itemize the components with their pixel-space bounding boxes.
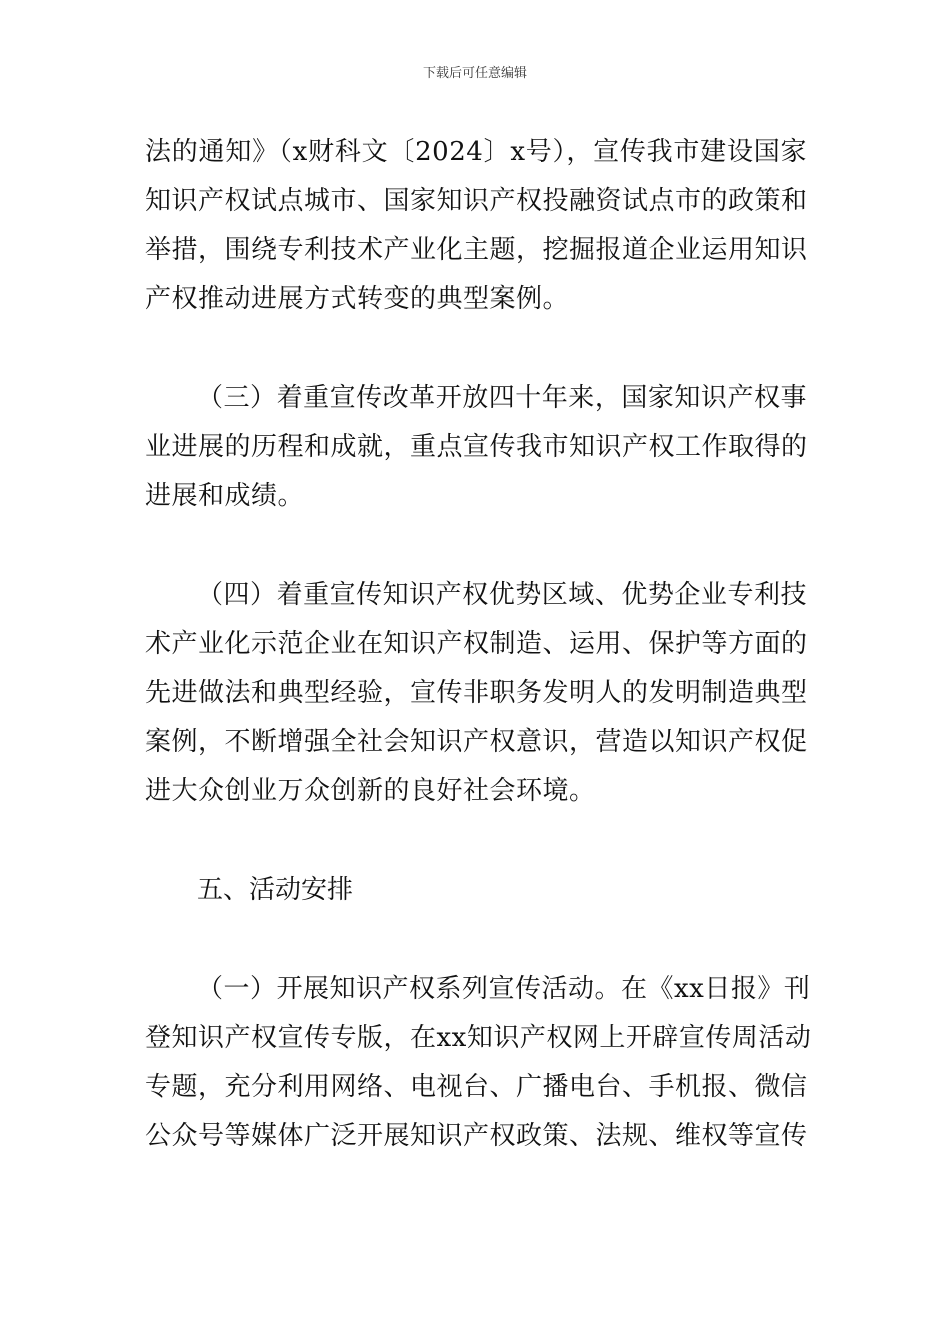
text-line: （一）开展知识产权系列宣传活动。在《xx日报》刊 (197, 974, 811, 1004)
text-line: （三）着重宣传改革开放四十年来，国家知识产权事 (197, 383, 807, 413)
text-line: 专题，充分利用网络、电视台、广播电台、手机报、微信 (145, 1072, 808, 1102)
text-line: 法的通知》（x财科文〔2024〕x号），宣传我市建设国家 (145, 137, 807, 167)
text-line: 公众号等媒体广泛开展知识产权政策、法规、维权等宣传 (145, 1121, 808, 1151)
paragraph-activity-one (145, 965, 812, 1161)
text-line: 业进展的历程和成就，重点宣传我市知识产权工作取得的 (145, 432, 808, 462)
text-line: 登知识产权宣传专版，在xx知识产权网上开辟宣传周活动 (145, 1023, 812, 1053)
text-line: 进大众创业万众创新的良好社会环境。 (145, 776, 596, 806)
section-heading: 五、活动安排 (197, 875, 354, 905)
text-line: 先进做法和典型经验，宣传非职务发明人的发明制造典型 (145, 678, 808, 708)
paragraph-item-four (145, 571, 807, 816)
paragraph-item-three (145, 374, 807, 521)
paragraph-gap (145, 324, 807, 374)
page-header-note: 下载后可任意编辑 (422, 66, 527, 81)
paragraph-gap (145, 816, 807, 866)
text-line: 案例，不断增强全社会知识产权意识，营造以知识产权促 (145, 727, 808, 757)
text-line: 产权推动进展方式转变的典型案例。 (145, 284, 570, 314)
text-line: 进展和成绩。 (145, 481, 305, 511)
text-line: 知识产权试点城市、国家知识产权投融资试点市的政策和 (145, 186, 808, 216)
text-line: 术产业化示范企业在知识产权制造、运用、保护等方面的 (145, 629, 808, 659)
paragraph-policy-publicity (145, 128, 807, 324)
document-body (145, 128, 812, 1161)
paragraph-gap (145, 521, 807, 571)
text-line: 举措，围绕专利技术产业化主题，挖掘报道企业运用知识 (145, 235, 808, 265)
paragraph-gap (145, 915, 807, 965)
text-line: （四）着重宣传知识产权优势区域、优势企业专利技 (197, 580, 807, 610)
